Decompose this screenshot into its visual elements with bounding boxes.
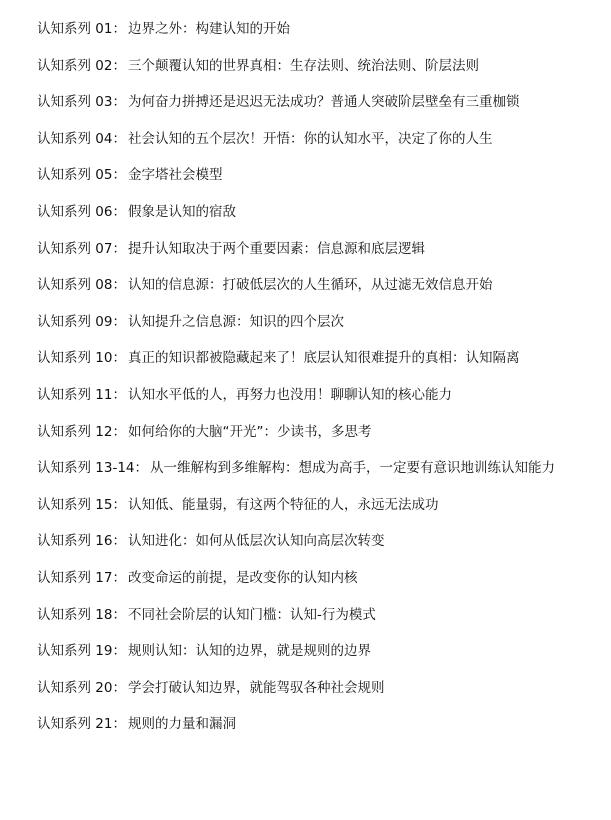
item-prefix: 认知系列 03： [37,94,126,111]
list-item [37,677,607,714]
list-item [37,421,607,458]
item-title: 为何奋力拼搏还是迟迟无法成功？普通人突破阶层壁垒有三重枷锁 [127,94,520,111]
item-title: 规则认知：认知的边界，就是规则的边界 [127,643,371,660]
list-item [37,238,607,275]
list-item [37,457,607,494]
list-item [37,164,607,201]
item-prefix: 认知系列 09： [37,313,126,330]
item-title: 如何给你的大脑“开光”：少读书，多思考 [127,423,372,440]
list-item [37,604,607,641]
item-prefix: 认知系列 15： [37,496,126,513]
item-prefix: 认知系列 13-14： [37,460,149,477]
item-title: 边界之外：构建认知的开始 [127,21,290,37]
item-prefix: 认知系列 06： [37,203,126,220]
item-title: 认知的信息源：打破低层次的人生循环，从过滤无效信息开始 [127,277,493,294]
item-prefix: 认知系列 02： [37,57,126,74]
list-item [37,55,607,92]
item-prefix: 认知系列 21： [37,716,126,733]
list-item [37,494,607,531]
item-title: 真正的知识都被隐藏起来了！底层认知很难提升的真相：认知隔离 [127,350,520,367]
series-list [37,18,607,750]
item-title: 假象是认知的宿敌 [127,203,236,220]
item-prefix: 认知系列 04： [37,130,126,147]
list-item [37,713,607,750]
list-item [37,530,607,567]
item-prefix: 认知系列 17： [37,569,126,586]
item-prefix: 认知系列 05： [37,167,126,184]
list-item [37,18,607,55]
item-title: 认知水平低的人，再努力也没用！聊聊认知的核心能力 [127,386,452,403]
item-title: 认知低、能量弱，有这两个特征的人，永远无法成功 [127,496,439,513]
item-prefix: 认知系列 18： [37,606,126,623]
item-prefix: 认知系列 20： [37,679,126,696]
list-item [37,347,607,384]
item-title: 认知进化：如何从低层次认知向高层次转变 [127,533,385,550]
item-title: 社会认知的五个层次！开悟：你的认知水平，决定了你的人生 [127,130,493,147]
item-prefix: 认知系列 01： [37,21,126,37]
item-title: 金字塔社会模型 [127,167,223,184]
item-title: 规则的力量和漏洞 [127,716,236,733]
item-title: 学会打破认知边界，就能驾驭各种社会规则 [127,679,385,696]
item-title: 改变命运的前提，是改变你的认知内核 [127,569,358,586]
item-title: 认知提升之信息源：知识的四个层次 [127,313,344,330]
list-item [37,274,607,311]
item-prefix: 认知系列 07： [37,240,126,257]
item-prefix: 认知系列 19： [37,643,126,660]
list-item [37,91,607,128]
list-item [37,311,607,348]
item-prefix: 认知系列 16： [37,533,126,550]
item-title: 不同社会阶层的认知门槛：认知-行为模式 [127,606,376,623]
item-title: 提升认知取决于两个重要因素：信息源和底层逻辑 [127,240,425,257]
item-title: 三个颠覆认知的世界真相：生存法则、统治法则、阶层法则 [127,57,479,74]
list-item [37,640,607,677]
item-title: 从一维解构到多维解构：想成为高手，一定要有意识地训练认知能力 [150,460,556,477]
item-prefix: 认知系列 08： [37,277,126,294]
list-item [37,128,607,165]
item-prefix: 认知系列 11： [37,386,126,403]
item-prefix: 认知系列 10： [37,350,126,367]
list-item [37,384,607,421]
list-item [37,567,607,604]
item-prefix: 认知系列 12： [37,423,126,440]
list-item [37,201,607,238]
